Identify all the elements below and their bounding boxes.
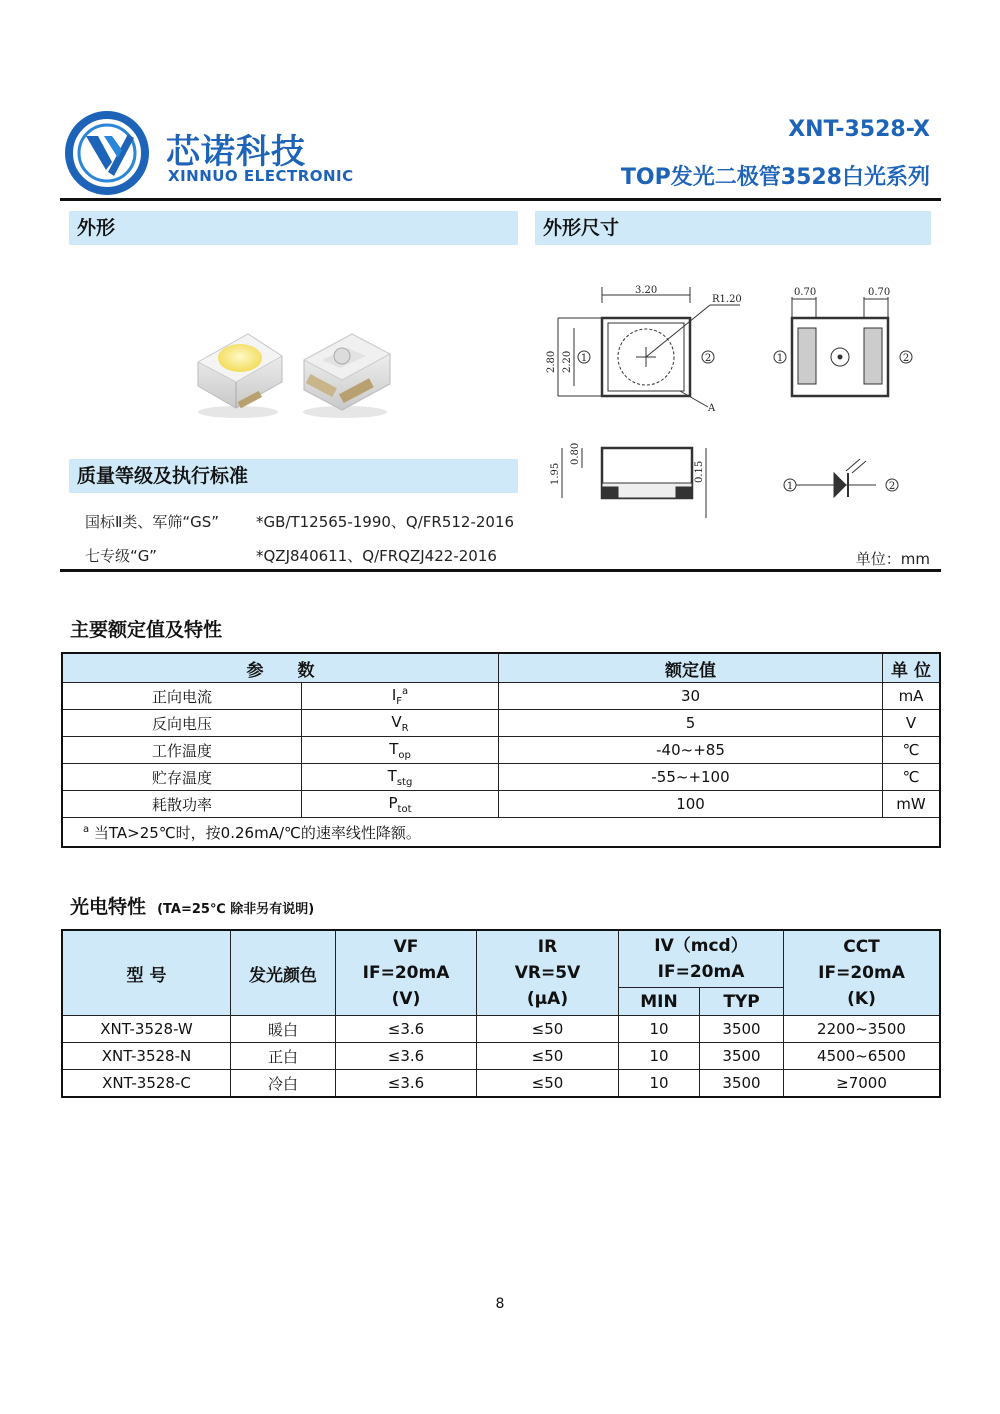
cell-min: 10 [619,1043,700,1070]
cell-typ: 3500 [700,1016,784,1043]
unit-note: 单位：mm [855,550,930,568]
standard-doc-1: *GB/T12565-1990、Q/FR512-2016 [256,513,515,531]
param-unit: mA [883,683,940,710]
dimension-drawing [540,283,940,523]
cell-color: 冷白 [231,1070,336,1098]
svg-text:1: 1 [580,353,588,364]
table-row [62,791,940,818]
svg-text:2: 2 [902,353,910,364]
param-name: 反向电压 [62,710,302,737]
param-symbol: $V_R$ [302,710,499,737]
ratings-table [61,652,941,848]
table-row [62,1043,940,1070]
cell-model: XNT-3528-W [62,1016,231,1043]
cell-model: XNT-3528-C [62,1070,231,1098]
col-iv: IV（mcd） IF=20mA [619,930,784,988]
cell-model: XNT-3528-N [62,1043,231,1070]
dim-pad-left: 0.70 [794,287,817,298]
cell-typ: 3500 [700,1043,784,1070]
param-unit: mW [883,791,940,818]
col-unit: 单 位 [883,653,940,683]
table-row [62,683,940,710]
col-param: 参 数 [62,653,499,683]
dim-pad-right: 0.70 [868,287,891,298]
cell-vf: ≤3.6 [336,1070,477,1098]
table-header-row [62,653,940,683]
ratings-title: 主要额定值及特性 [70,619,223,641]
col-typ: TYP [700,988,784,1016]
optical-table [61,929,941,1098]
cell-min: 10 [619,1070,700,1098]
standard-grade-2: 七专级“G” [85,547,157,565]
svg-text:2: 2 [704,353,712,364]
cell-cct: ≥7000 [784,1070,941,1098]
cell-cct: 4500~6500 [784,1043,941,1070]
svg-text:1: 1 [776,353,784,364]
cell-ir: ≤50 [477,1070,619,1098]
dim-t1: 1.95 [550,462,561,485]
dim-h2: 2.20 [562,350,573,373]
param-name: 贮存温度 [62,764,302,791]
series-title: TOP发光二极管3528白光系列 [620,165,930,190]
dim-t3: 0.15 [694,460,705,483]
col-min: MIN [619,988,700,1016]
svg-text:1: 1 [786,481,794,492]
col-color: 发光颜色 [231,930,336,1016]
cell-typ: 3500 [700,1070,784,1098]
param-name: 工作温度 [62,737,302,764]
brand-name-cn: 芯诺科技 [166,132,306,172]
col-value: 额定值 [499,653,883,683]
page-number: 8 [495,1296,505,1312]
cell-color: 正白 [231,1043,336,1070]
col-vf: VF IF=20mA (V) [336,930,477,1016]
header-divider [60,198,941,201]
param-value: 30 [499,683,883,710]
param-value: -55~+100 [499,764,883,791]
param-unit: ℃ [883,737,940,764]
cell-ir: ≤50 [477,1016,619,1043]
svg-text:2: 2 [888,481,896,492]
table-header-row [62,930,940,988]
param-symbol: $T_{stg}$ [302,764,499,791]
model-number: XNT-3528-X [788,117,930,142]
dim-width: 3.20 [635,285,658,296]
dim-a: A [708,403,716,414]
col-ir: IR VR=5V (μA) [477,930,619,1016]
standard-doc-2: *QZJ840611、Q/FRQZJ422-2016 [256,547,497,565]
footnote-row [62,818,940,848]
table-row [62,1070,940,1098]
optical-title: 光电特性 [70,896,147,918]
cell-ir: ≤50 [477,1043,619,1070]
brand-logo [64,110,150,196]
appearance-heading: 外形 [69,211,518,245]
dimensions-heading: 外形尺寸 [535,211,931,245]
param-value: -40~+85 [499,737,883,764]
table-row [62,1016,940,1043]
brand-name-en: XINNUO ELECTRONIC [168,167,354,185]
dim-h1: 2.80 [546,350,557,373]
param-symbol: $T_{op}$ [302,737,499,764]
led-product-photo [190,320,400,420]
param-unit: ℃ [883,764,940,791]
param-symbol: $I_F^a$ [302,683,499,710]
table-row [62,764,940,791]
table-row [62,710,940,737]
quality-heading: 质量等级及执行标准 [69,459,518,493]
dim-t2: 0.80 [570,442,581,465]
standard-grade-1: 国标Ⅱ类、军筛“GS” [85,513,220,531]
cell-vf: ≤3.6 [336,1043,477,1070]
param-name: 正向电流 [62,683,302,710]
param-value: 5 [499,710,883,737]
cell-min: 10 [619,1016,700,1043]
optical-note: (TA=25℃ 除非另有说明) [157,902,315,917]
cell-cct: 2200~3500 [784,1016,941,1043]
table-row [62,737,940,764]
dim-radius: R1.20 [712,294,742,305]
section-divider [60,569,941,572]
col-cct: CCT IF=20mA (K) [784,930,941,1016]
param-name: 耗散功率 [62,791,302,818]
param-value: 100 [499,791,883,818]
cell-vf: ≤3.6 [336,1016,477,1043]
param-unit: V [883,710,940,737]
param-symbol: $P_{tot}$ [302,791,499,818]
optical-title-row [70,892,314,919]
ratings-footnote: $^a$ 当TA>25℃时，按0.26mA/℃的速率线性降额。 [62,818,940,848]
col-model: 型 号 [62,930,231,1016]
cell-color: 暖白 [231,1016,336,1043]
